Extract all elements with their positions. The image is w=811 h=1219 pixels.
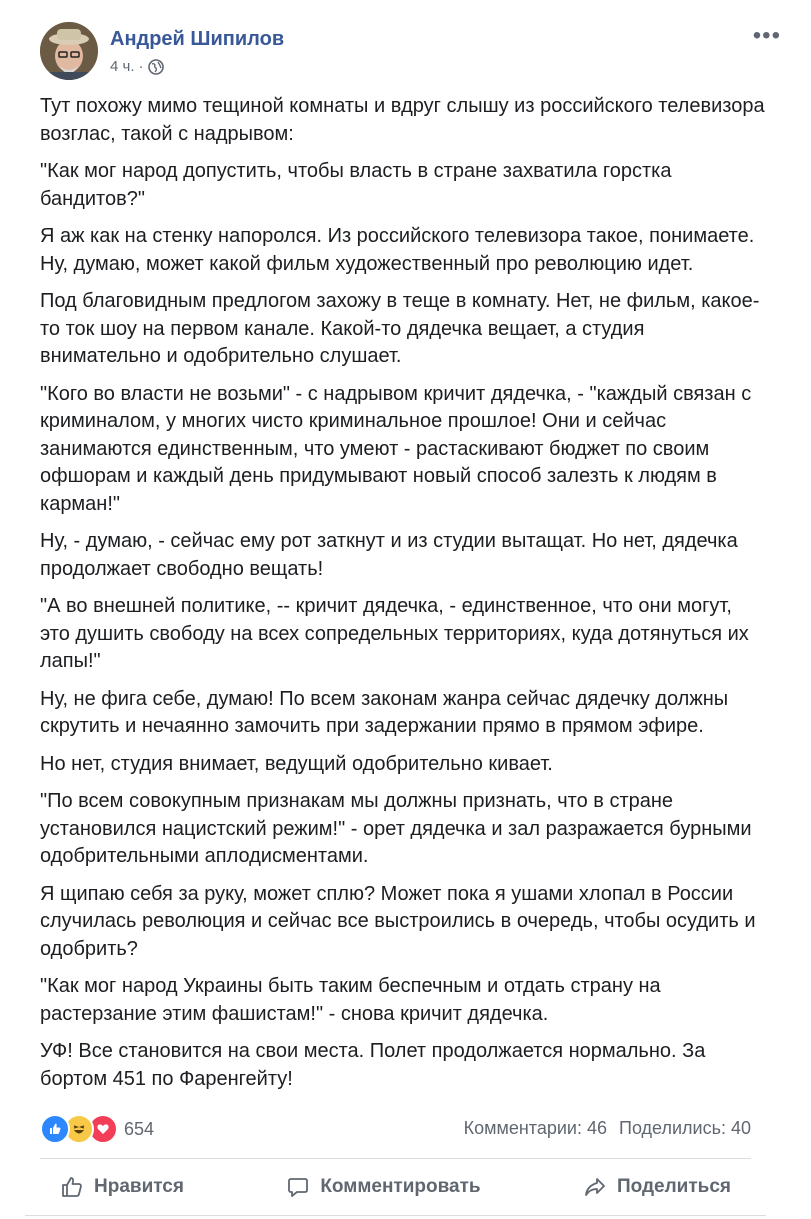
more-options-icon[interactable]: ••• bbox=[752, 22, 781, 49]
comment-label: Комментировать bbox=[320, 1176, 481, 1197]
like-button[interactable] bbox=[40, 1169, 204, 1205]
paragraph: Ну, - думаю, - сейчас ему рот заткнут и из студии вытащат. Но нет, дядечка продолжает свободно вещать! bbox=[40, 530, 738, 580]
avatar[interactable] bbox=[40, 22, 98, 80]
reactions-summary[interactable] bbox=[40, 1114, 154, 1144]
avatar-image bbox=[40, 22, 98, 80]
paragraph: Тут похожу мимо тещиной комнаты и вдруг слышу из российского телевизора возглас, такой с надрывом: bbox=[40, 95, 765, 145]
comment-icon bbox=[286, 1175, 310, 1199]
post-meta bbox=[110, 58, 164, 75]
paragraph: "Кого во власти не возьми" - с надрывом кричит дядечка, - "каждый связан с криминалом, у многих чисто криминальное прошлое! Они и сейчас занимаются единственным, что умеют - растаскивают бюджет по своим офшорам и каждый день придумывают новый способ залезть к людям в карман!" bbox=[40, 382, 752, 515]
shares-count[interactable]: Поделились: 40 bbox=[619, 1118, 751, 1138]
paragraph: "Как мог народ Украины быть таким беспечным и отдать страну на растерзание этим фашистам!" - снова кричит дядечка. bbox=[40, 975, 661, 1025]
paragraph: Под благовидным предлогом захожу в теще в комнату. Нет, не фильм, какое-то ток шоу на первом канале. Какой-то дядечка вещает, а студия внимательно и одобрительно слушает. bbox=[40, 290, 760, 367]
paragraph: Я щипаю себя за руку, может сплю? Может пока я ушами хлопал в России случилась революция и сейчас все выстроились в очередь, чтобы осудить и одобрить? bbox=[40, 882, 756, 960]
globe-icon bbox=[148, 59, 164, 75]
meta-separator: · bbox=[138, 58, 144, 75]
post-header bbox=[40, 22, 781, 82]
engagement-counts bbox=[464, 1118, 751, 1139]
divider bbox=[40, 1158, 751, 1159]
post-text bbox=[40, 93, 765, 1103]
paragraph: "Как мог народ допустить, чтобы власть в стране захватила горстка бандитов?" bbox=[40, 160, 672, 210]
paragraph: Но нет, студия внимает, ведущий одобрительно кивает. bbox=[40, 752, 553, 775]
bottom-divider bbox=[25, 1215, 766, 1216]
post-time[interactable]: 4 ч. bbox=[110, 58, 135, 75]
author-name[interactable]: Андрей Шипилов bbox=[110, 28, 285, 50]
like-icon bbox=[40, 1114, 70, 1144]
share-label: Поделиться bbox=[616, 1176, 731, 1197]
thumbs-up-icon bbox=[60, 1175, 84, 1199]
share-icon bbox=[583, 1175, 607, 1199]
like-label: Нравится bbox=[94, 1176, 184, 1197]
paragraph: Ну, не фига себе, думаю! По всем законам жанра сейчас дядечку должны скрутить и нечаянно замочить при задержании прямо в прямом эфире. bbox=[40, 687, 729, 737]
post-stats bbox=[40, 1110, 751, 1146]
paragraph: "А во внешней политике, -- кричит дядечка, - единственное, что они могут, это душить свободу на всех сопредельных территориях, куда дотянуться их лапы!" bbox=[40, 595, 749, 672]
comment-button[interactable] bbox=[266, 1169, 500, 1205]
comments-count[interactable]: Комментарии: 46 bbox=[463, 1118, 607, 1138]
paragraph: "По всем совокупным признакам мы должны признать, что в стране установился нацистский режим!" - орет дядечка и зал разражается бурными одобрительными аплодисментами. bbox=[40, 790, 752, 867]
share-button[interactable] bbox=[563, 1169, 751, 1205]
paragraph: Я аж как на стенку напоролся. Из российского телевизора такое, понимаете. Ну, думаю, может какой фильм художественный про революцию идет. bbox=[40, 225, 755, 275]
paragraph: УФ! Все становится на свои места. Полет продолжается нормально. За бортом 451 по Фаренгейту! bbox=[40, 1040, 706, 1090]
action-bar bbox=[40, 1166, 751, 1208]
reactions-count: 654 bbox=[124, 1118, 155, 1139]
